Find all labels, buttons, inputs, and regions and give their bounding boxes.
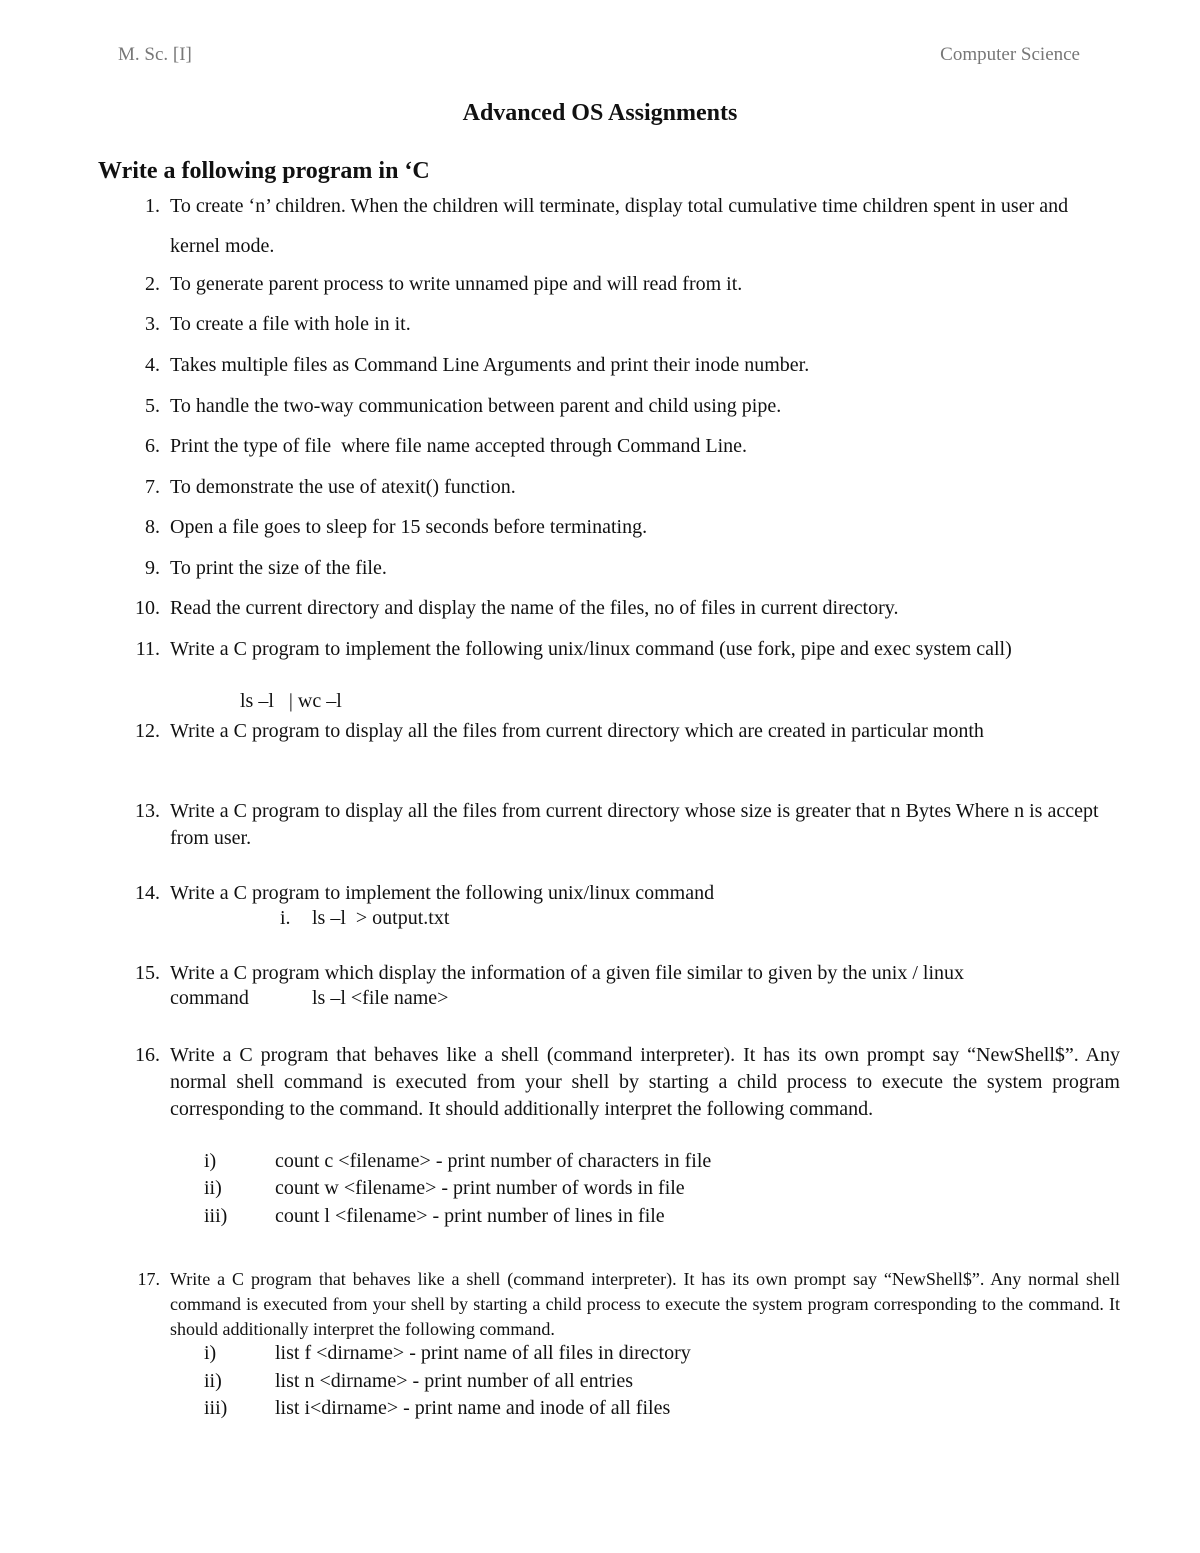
item-text: Print the type of file where file name accepted through Command Line. [170, 435, 748, 457]
item-number: 6. [145, 435, 160, 457]
item-text: To print the size of the file. [170, 557, 387, 579]
header-course: M. Sc. [I] [118, 44, 192, 65]
item-number: 17. [137, 1269, 160, 1289]
item-text-continued: command [170, 987, 249, 1009]
item-text: Read the current directory and display the name of the files, no of files in current directory. [170, 597, 899, 619]
item-number: 5. [145, 395, 160, 417]
sub-item-text: count w <filename> - print number of words in file [275, 1177, 685, 1199]
item-text: To generate parent process to write unnamed pipe and will read from it. [170, 273, 743, 295]
item-number: 12. [135, 720, 160, 742]
item-text: Write a C program which display the information of a given file similar to given by the unix / linux [170, 962, 965, 984]
item-number: 9. [145, 557, 160, 579]
header-subject: Computer Science [940, 44, 1080, 65]
page-title: Advanced OS Assignments [462, 100, 738, 126]
item-text: Write a C program that behaves like a shell (command interpreter). It has its own prompt say “NewShell$”. Any normal shell command is executed from your shell by starting a child process to execute the system program corresponding to the command. It should additionally interpret the following command. [170, 1044, 1120, 1120]
item-text: Write a C program to display all the files from current directory which are created in particular month [170, 720, 984, 742]
item-text: To create ‘n’ children. When the children will terminate, display total cumulative time children spent in user and kernel mode. [170, 195, 1069, 257]
sub-item-number: ii) [204, 1370, 222, 1392]
sub-item-text: count l <filename> - print number of lines in file [275, 1205, 665, 1227]
sub-item-number: ii) [204, 1177, 222, 1199]
command-example: ls –l | wc –l [240, 690, 342, 712]
item-number: 3. [145, 313, 160, 335]
item-text: To create a file with hole in it. [170, 313, 411, 335]
sub-item-number: i) [204, 1342, 217, 1364]
item-number: 16. [135, 1044, 160, 1066]
sub-item-text: list n <dirname> - print number of all entries [275, 1370, 634, 1392]
item-number: 1. [145, 195, 160, 217]
item-text: To demonstrate the use of atexit() function. [170, 476, 516, 498]
sub-item-text: list i<dirname> - print name and inode of all files [275, 1397, 671, 1419]
item-text: Write a C program to implement the following unix/linux command [170, 882, 715, 904]
command-example: ls –l <file name> [312, 987, 449, 1009]
sub-item-number: iii) [204, 1397, 228, 1419]
item-text: Write a C program that behaves like a shell (command interpreter). It has its own prompt say “NewShell$”. Any normal shell command is executed from your shell by starting a child process to execute the system program corresponding to the command. It should additionally interpret the following command. [170, 1269, 1120, 1339]
sub-item-text: count c <filename> - print number of characters in file [275, 1150, 712, 1172]
item-number: 8. [145, 516, 160, 538]
item-text: Takes multiple files as Command Line Arguments and print their inode number. [170, 354, 810, 376]
item-number: 10. [135, 597, 160, 619]
sub-item-text: ls –l > output.txt [312, 907, 450, 929]
item-number: 4. [145, 354, 160, 376]
item-number: 11. [135, 638, 160, 660]
sub-item-number: i. [280, 907, 291, 929]
section-heading: Write a following program in ‘C [98, 158, 430, 184]
sub-item-number: iii) [204, 1205, 228, 1227]
item-number: 7. [145, 476, 160, 498]
item-text: To handle the two-way communication between parent and child using pipe. [170, 395, 782, 417]
item-text: Open a file goes to sleep for 15 seconds before terminating. [170, 516, 648, 538]
item-number: 15. [135, 962, 160, 984]
item-text: Write a C program to display all the files from current directory whose size is greater that n Bytes Where n is accept from user. [170, 800, 1099, 849]
item-number: 2. [145, 273, 160, 295]
sub-item-number: i) [204, 1150, 217, 1172]
item-text: Write a C program to implement the following unix/linux command (use fork, pipe and exec system call) [170, 638, 1012, 660]
item-number: 14. [135, 882, 160, 904]
item-number: 13. [135, 800, 160, 822]
sub-item-text: list f <dirname> - print name of all files in directory [275, 1342, 691, 1364]
